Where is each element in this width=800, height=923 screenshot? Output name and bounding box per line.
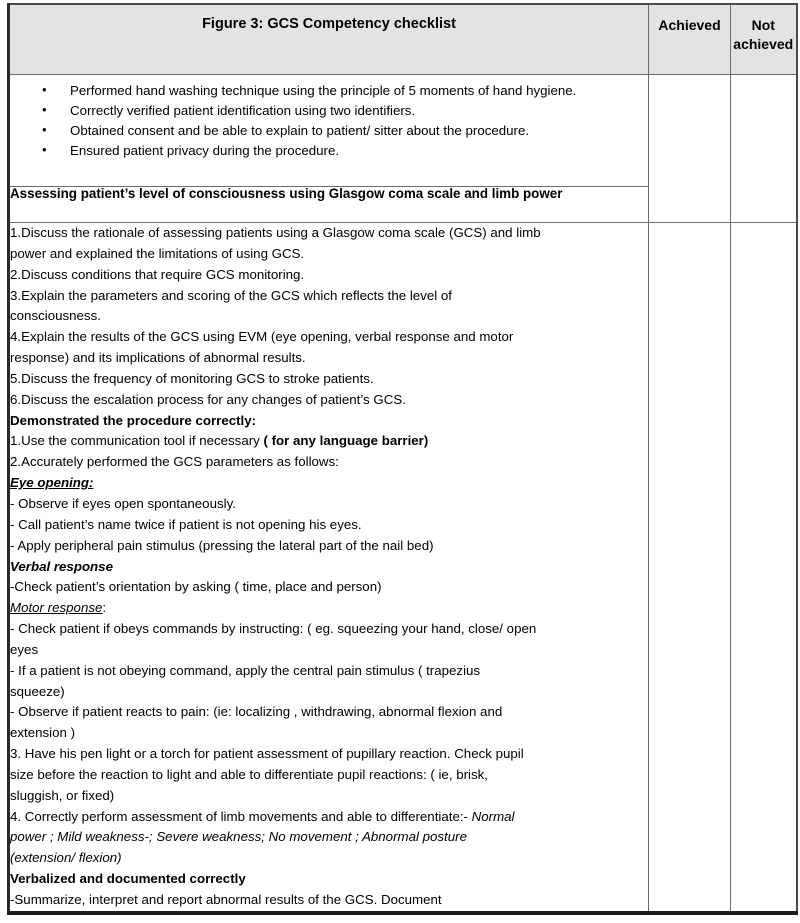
eye-opening-heading-line xyxy=(10,473,648,494)
knowledge-item-3-line1: 3.Explain the parameters and scoring of the GCS which reflects the level of xyxy=(10,287,452,303)
verbalized-heading: Verbalized and documented correctly xyxy=(10,871,246,887)
verbal-response-item-1: -Check patient’s orientation by asking ( time, place and person) xyxy=(10,579,382,595)
knowledge-item-3-line2: consciousness. xyxy=(10,308,101,324)
achieved-cell-main[interactable] xyxy=(649,223,731,913)
eye-opening-item-2: - Call patient’s name twice if patient is not opening his eyes. xyxy=(10,516,362,532)
demo-item-1-text: 1.Use the communication tool if necessary xyxy=(10,433,264,449)
motor-response-heading-colon: : xyxy=(102,600,107,616)
preparation-bullet-list xyxy=(10,81,648,161)
main-content-row xyxy=(9,223,797,913)
pupil-item-line2: size before the reaction to light and able to differentiate pupil reactions: ( ie, brisk, xyxy=(10,766,488,782)
column-header-achieved xyxy=(649,4,731,75)
eye-opening-item-3: - Apply peripheral pain stimulus (pressing the lateral part of the nail bed) xyxy=(10,537,434,553)
list-item: • Ensured patient privacy during the procedure. xyxy=(70,141,648,161)
eye-opening-item-1: - Observe if eyes open spontaneously. xyxy=(10,495,236,511)
achieved-label: Achieved xyxy=(658,17,721,33)
not-achieved-cell-preparation[interactable] xyxy=(731,75,797,223)
knowledge-item-1-line2: power and explained the limitations of using GCS. xyxy=(10,245,305,261)
not-achieved-label-line2: achieved xyxy=(733,35,794,52)
table-header-row xyxy=(9,4,797,75)
preparation-row xyxy=(9,75,797,187)
list-item: • Correctly verified patient identification using two identifiers. xyxy=(70,101,648,121)
column-header-not-achieved xyxy=(731,4,797,75)
motor-response-item-2-line1: - If a patient is not obeying command, apply the central pain stimulus ( trapezius xyxy=(10,662,481,678)
section-header-cell xyxy=(9,187,649,223)
motor-response-heading-line xyxy=(10,598,648,619)
demo-item-2: 2.Accurately performed the GCS parameters as follows: xyxy=(10,454,339,470)
list-item: • Obtained consent and be able to explain to patient/ sitter about the procedure. xyxy=(70,121,648,141)
demo-item-1 xyxy=(10,431,648,452)
demo-item-1-emphasis: ( for any language barrier) xyxy=(263,433,429,449)
not-achieved-cell-main[interactable] xyxy=(731,223,797,913)
list-item: • Performed hand washing technique using the principle of 5 moments of hand hygiene. xyxy=(70,81,648,101)
section-header-label: Assessing patient’s level of consciousness using Glasgow coma scale and limb power xyxy=(10,186,563,201)
motor-response-heading: Motor response xyxy=(10,600,103,616)
demonstrated-heading: Demonstrated the procedure correctly: xyxy=(10,412,257,428)
motor-response-item-3-line2: extension ) xyxy=(10,725,76,741)
limb-item-text: 4. Correctly perform assessment of limb movements and able to differentiate:- xyxy=(10,808,472,824)
knowledge-item-5: 5.Discuss the frequency of monitoring GCS to stroke patients. xyxy=(10,370,374,386)
main-content-cell xyxy=(9,223,649,913)
motor-response-item-3-line1: - Observe if patient reacts to pain: (ie: localizing , withdrawing, abnormal flexion and xyxy=(10,704,503,720)
not-achieved-label-line1: Not xyxy=(751,17,775,33)
page-title: Figure 3: GCS Competency checklist xyxy=(202,16,456,32)
checklist-title-cell xyxy=(9,4,649,75)
limb-item-line2: power ; Mild weakness-; Severe weakness; No movement ; Abnormal posture xyxy=(10,829,467,845)
gcs-competency-checklist-table xyxy=(7,3,798,915)
motor-response-item-1-line2: eyes xyxy=(10,641,39,657)
limb-item-line1 xyxy=(10,807,648,828)
preparation-bullets-cell xyxy=(9,75,649,187)
motor-response-item-2-line2: squeeze) xyxy=(10,683,65,699)
motor-response-item-1-line1: - Check patient if obeys commands by instructing: ( eg. squeezing your hand, close/ open xyxy=(10,621,537,637)
knowledge-item-6: 6.Discuss the escalation process for any changes of patient’s GCS. xyxy=(10,391,406,407)
verbal-response-heading: Verbal response xyxy=(10,558,113,574)
knowledge-item-4-line2: response) and its implications of abnormal results. xyxy=(10,350,306,366)
pupil-item-line3: sluggish, or fixed) xyxy=(10,787,115,803)
pupil-item-line1: 3. Have his pen light or a torch for patient assessment of pupillary reaction. Check pupil xyxy=(10,746,524,762)
achieved-cell-preparation[interactable] xyxy=(649,75,731,223)
knowledge-item-1-line1: 1.Discuss the rationale of assessing patients using a Glasgow coma scale (GCS) and limb xyxy=(10,225,541,240)
knowledge-item-2: 2.Discuss conditions that require GCS monitoring. xyxy=(10,266,305,282)
limb-item-line3: (extension/ flexion) xyxy=(10,850,122,866)
limb-item-emphasis-1: Normal xyxy=(471,808,515,824)
eye-opening-heading: Eye opening: xyxy=(10,475,94,491)
knowledge-item-4-line1: 4.Explain the results of the GCS using EVM (eye opening, verbal response and motor xyxy=(10,329,514,345)
verbalized-item-1: -Summarize, interpret and report abnormal results of the GCS. Document xyxy=(10,892,442,907)
